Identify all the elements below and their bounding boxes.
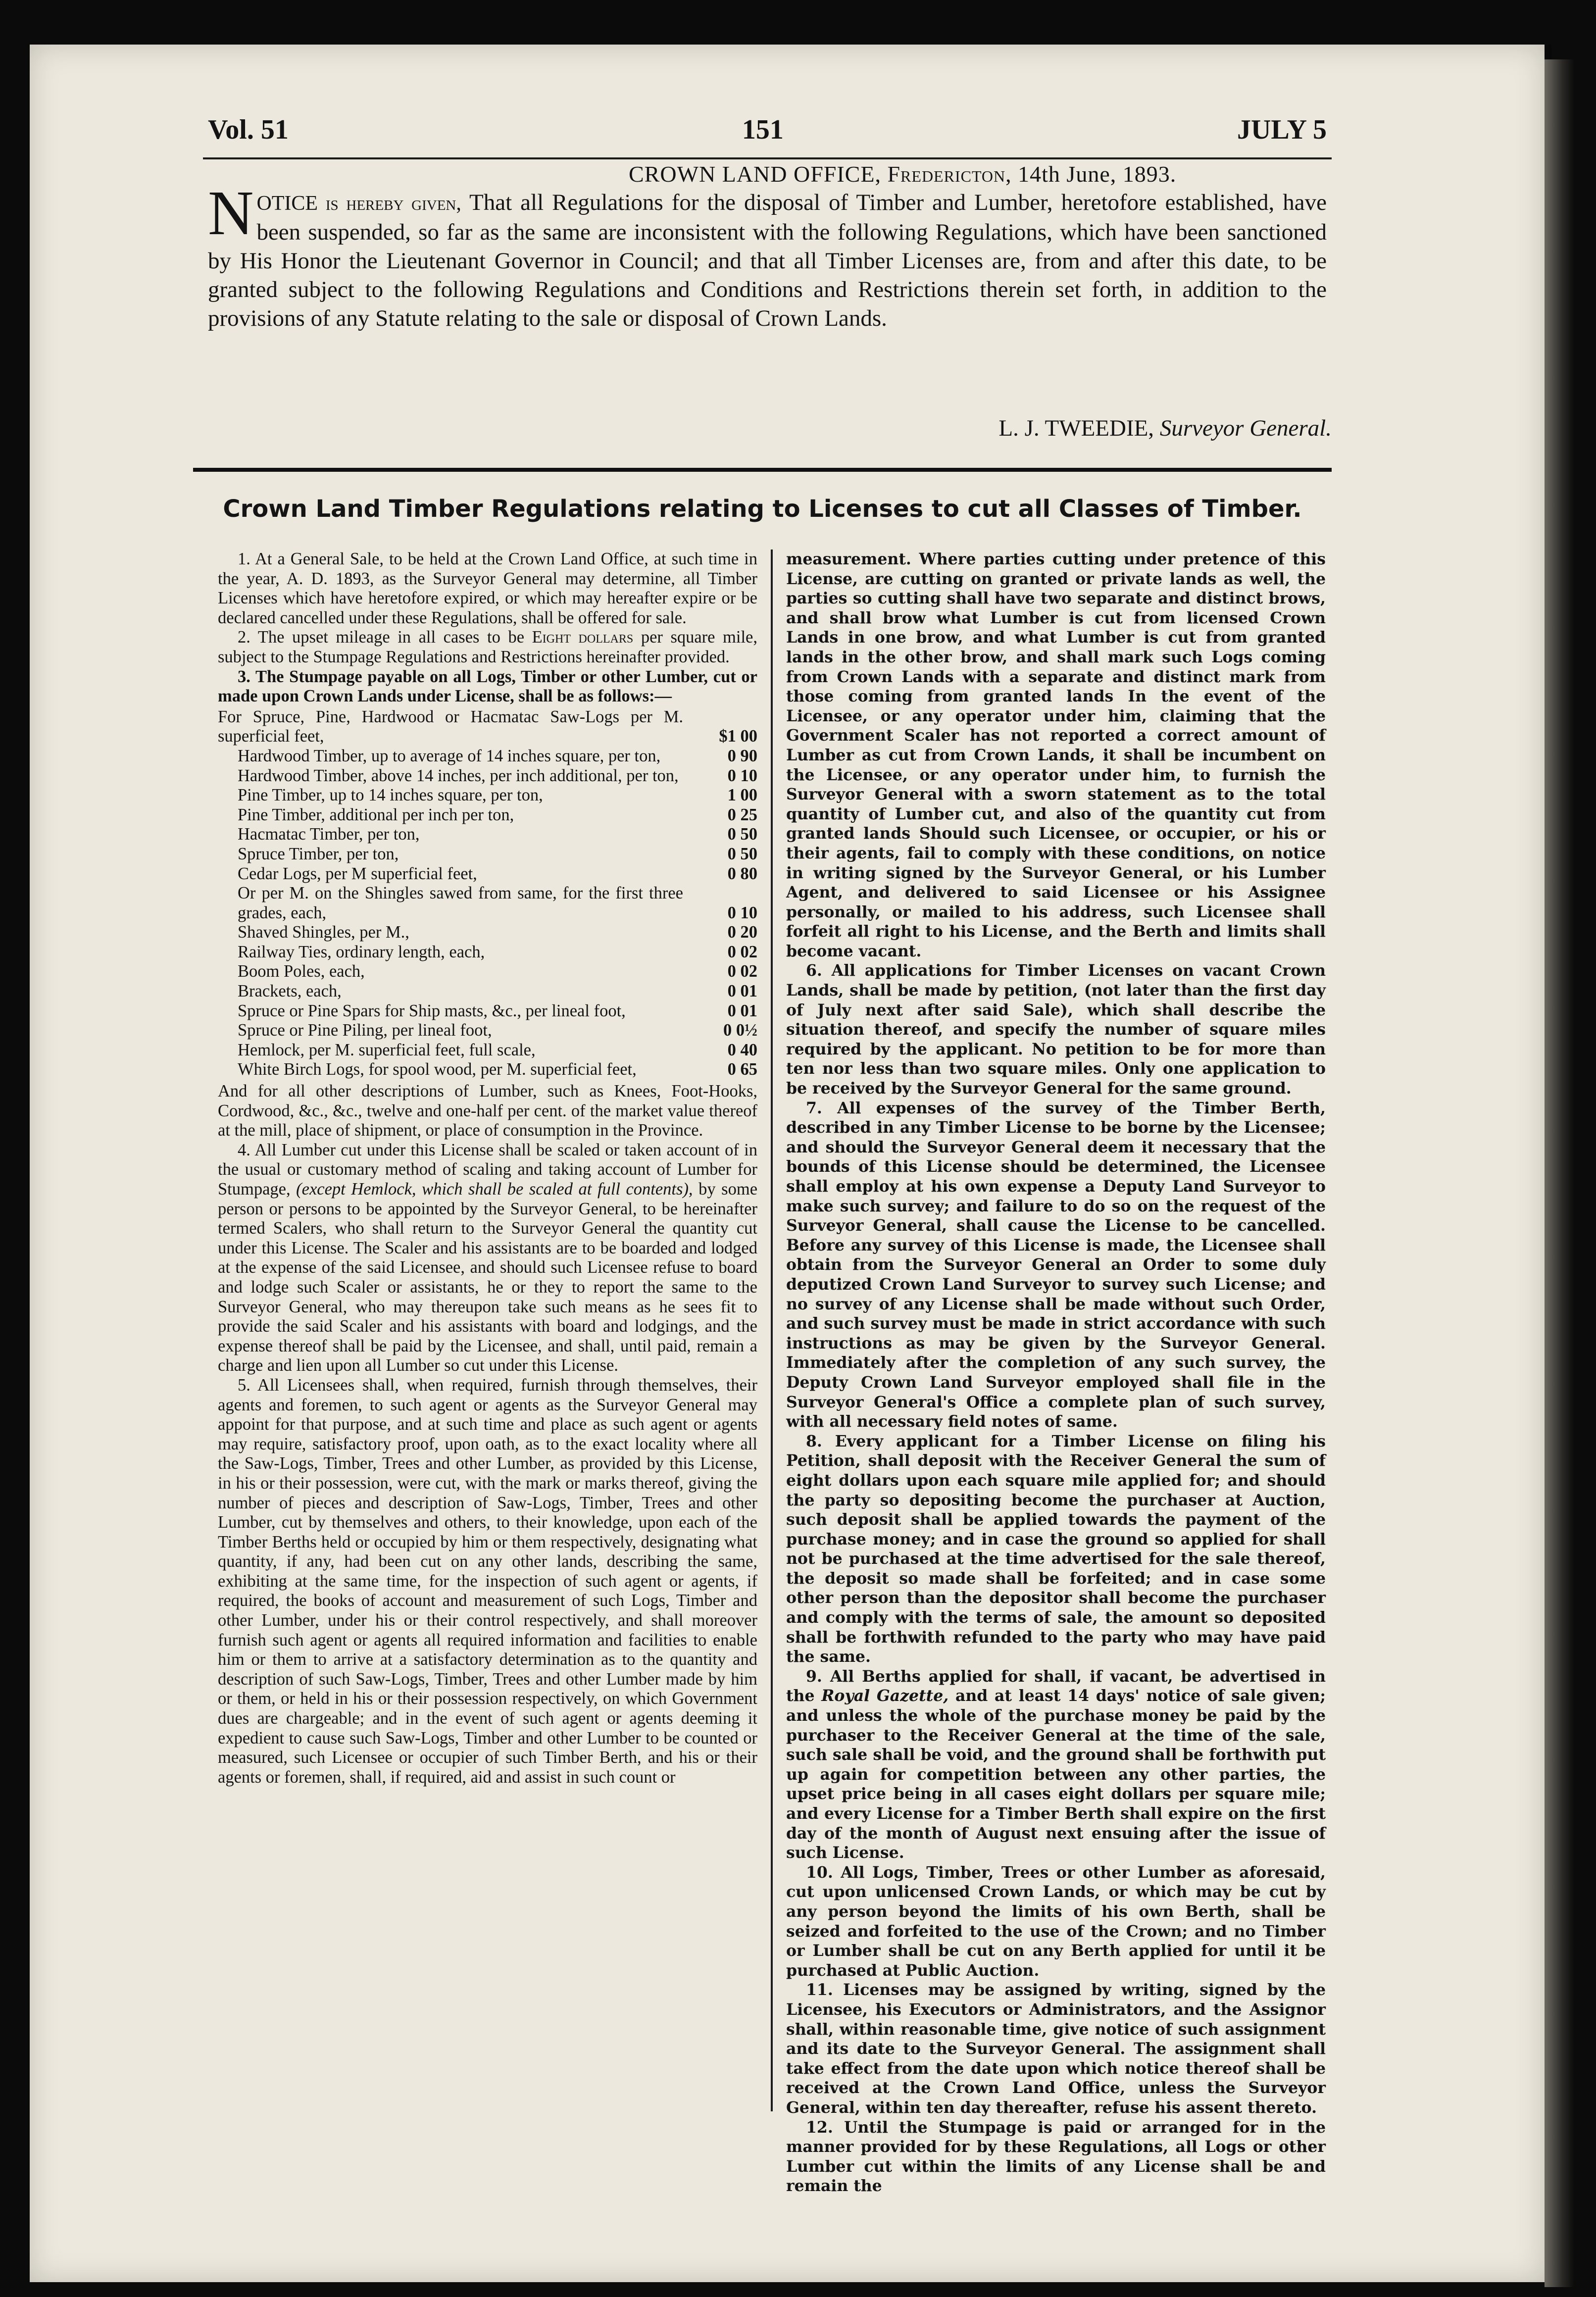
volume-number: Vol. 51 [208, 114, 289, 145]
regulation-2-amount: Eight dollars [532, 628, 634, 647]
rate-description: Hardwood Timber, above 14 inches, per inch additional, per ton, [238, 766, 679, 785]
rate-description: Hardwood Timber, up to average of 14 inches square, per ton, [238, 746, 661, 765]
rate-row [218, 1001, 757, 1021]
running-header [208, 114, 1327, 146]
rate-description: Pine Timber, up to 14 inches square, per ton, [238, 786, 543, 805]
regulation-11: 11. Licenses may be assigned by writing, signed by the Licensee, his Executors or Administrators, and the Assignor shall, within reasonable time, give notice of such assignment and its date to the Surveyor General. The assignment shall take effect from the date upon which notice thereof shall be received at the Crown Land Office, unless the Surveyor General, within ten day thereafter, refuse his assent thereto. [786, 1981, 1326, 2117]
regulation-9 [786, 1667, 1326, 1863]
rate-row [218, 923, 757, 943]
notice-paragraph [208, 178, 1327, 333]
regulation-3-tail: And for all other descriptions of Lumber, such as Knees, Foot-Hooks, Cordwood, &c., &c., twelve and one-half per cent. of the market value thereof at the mill, place of shipment, or place of consumption in the Province. [218, 1082, 757, 1140]
notice-lead: OTICE is hereby given, [256, 192, 461, 215]
rate-row [218, 707, 757, 747]
notice-text: That all Regulations for the disposal of Timber and Lumber, heretofore established, have been suspended, so far as the same are inconsistent with the following Regulations, which have been sanctioned by His Honor the Lieutenant Governor in Council; and that all Timber Licenses are, from and after this date, to be granted subject to the following Regulations and Conditions and Restrictions therein set forth, in addition to the provisions of any Statute relating to the sale or disposal of Crown Lands. [208, 190, 1327, 331]
rate-description: Spruce or Pine Piling, per lineal foot, [238, 1021, 492, 1040]
rate-amount: 0 20 [727, 923, 757, 942]
rate-description: Spruce Timber, per ton, [238, 844, 399, 863]
regulation-5: 5. All Licensees shall, when required, furnish through themselves, their agents and foremen, to such agent or agents as the Surveyor General may appoint for that purpose, and at such time and place as such agent or agents may require, satisfactory proof, upon oath, as to the exact locality where all the Saw-Logs, Timber, Trees and other Lumber, as provided by this License, in his or their possession, were cut, with the mark or marks thereof, giving the number of pieces and description of Saw-Logs, Timber, Trees and other Lumber, cut by themselves and others, to their knowledge, upon each of the Timber Berths held or occupied by him or them respectively, designating what quantity, if any, had been cut on any other lands, describing the same, exhibiting at the same time, for the inspection of such agent or agents, if required, the books of account and measurement of such Logs, Timber and other Lumber, under his or their control respectively, and shall moreover furnish such agent or agents all required information and facilities to enable him or them to arrive at a satisfactory determination as to the quantity and description of such Saw-Logs, Timber, Trees and other Lumber made by him or them, or held in his or their possession respectively, on which Government dues are chargeable; and in the event of such agent or agents deeming it expedient to cause such Saw-Logs, Timber and other Lumber to be counted or measured, such Licensee or occupier of such Timber Berth, and his or their agents or foremen, shall, if required, aid and assist in such count or [218, 1375, 757, 1787]
column-divider [771, 549, 773, 2111]
rate-description: Cedar Logs, per M superficial feet, [238, 864, 477, 883]
rate-amount: 0 10 [727, 903, 757, 922]
rate-description: White Birch Logs, for spool wood, per M. superficial feet, [238, 1060, 637, 1079]
royal-gazette: Royal Gazette, [821, 1687, 949, 1705]
regulation-5-continued: measurement. Where parties cutting under pretence of this License, are cutting on granted or private lands as well, the parties so cutting shall have two separate and distinct brows, and shall brow what Lumber is cut from licensed Crown Lands in one brow, and what Lumber is cut from granted lands in the other brow, and shall mark such Logs coming from Crown Lands with a separate and distinct mark from those coming from granted lands In the event of the Licensee, or any operator under him, claiming that the Government Scaler has not reported a correct amount of Lumber as cut from Crown Lands, it shall be incumbent on the Licensee, or any operator under him, to furnish the Surveyor General with a sworn statement as to the total quantity of Lumber cut, and also of the quantity cut from granted lands Should such Licensee, or occupier, or his or their agents, fail to comply with these conditions, on notice in writing signed by the Surveyor General, or his Lumber Agent, and delivered to said Licensee or his Assignee personally, or mailed to his address, such Licensee shall forfeit all right to his License, and the Berth and limits shall become vacant. [786, 550, 1326, 960]
rate-amount: 0 40 [727, 1040, 757, 1059]
rate-description: Boom Poles, each, [238, 962, 365, 981]
rate-row [218, 805, 757, 825]
rate-description: Or per M. on the Shingles sawed from same, for the first three grades, each, [238, 884, 683, 922]
left-column [218, 549, 757, 1787]
page-number: 151 [742, 114, 784, 145]
rate-amount: 0 01 [727, 1001, 757, 1020]
regulation-10: 10. All Logs, Timber, Trees or other Lumber as aforesaid, cut upon unlicensed Crown Lands, or which may be cut by any person beyond the limits of his own Berth, shall be seized and forfeited to the use of the Crown; and no Timber or Lumber shall be cut on any Berth applied for until it be purchased at Public Auction. [786, 1863, 1326, 1980]
rate-row [218, 766, 757, 786]
regulation-9-text-b: and at least 14 days' notice of sale given; and unless the whole of the purchase money be paid by the purchaser to the Receiver General at the time of the sale, such sale shall be void, and the ground shall be forthwith put up again for competition between any other parties, the upset price being in all cases eight dollars per square mile; and every License for a Timber Berth shall expire on the first day of the month of August next ensuing after the issue of such License. [786, 1687, 1326, 1862]
rate-amount: 0 80 [727, 864, 757, 883]
rate-row [218, 864, 757, 884]
regulation-6: 6. All applications for Timber Licenses on vacant Crown Lands, shall be made by petition, (not later than the first day of July next after said Sale), which shall describe the situation thereof, and specify the number of square miles required by the applicant. No petition to be for more than ten nor less than two square miles. Only one application to be received by the Surveyor General for the same ground. [786, 961, 1326, 1098]
rate-amount: 0 0½ [723, 1021, 757, 1040]
signature-name: L. J. TWEEDIE, [998, 415, 1154, 441]
rate-row [218, 1021, 757, 1041]
rate-row [218, 982, 757, 1001]
rate-row [218, 962, 757, 982]
regulation-4-text-a: 4. All Lumber cut under this License shall be scaled or taken account of in the usual or customary method of scaling and taking account of Lumber for Stumpage, [218, 1140, 757, 1198]
regulation-4-text-b: by some person or persons to be appointed by the Surveyor General, to be hereinafter termed Scalers, who shall return to the Surveyor General the quantity cut under this License. The Scaler and his assistants are to be boarded and lodged at the expense of the said Licensee, and should such Licensee refuse to board and lodge such Scaler or assistants, he or they to report the same to the Surveyor General, who may thereupon take such means as he sees fit to provide the said Scaler and his assistants with board and lodgings, and the expense thereof shall be paid by the Licensee, and shall, until paid, remain a charge and lien upon all Lumber so cut under this License. [218, 1180, 758, 1375]
rate-description: Brackets, each, [238, 982, 342, 1001]
notice-signature [886, 415, 1332, 442]
rate-description: Spruce or Pine Spars for Ship masts, &c., per lineal foot, [238, 1001, 626, 1020]
drop-cap: N [208, 178, 254, 248]
regulation-8: 8. Every applicant for a Timber License on filing his Petition, shall deposit with the Receiver General the sum of eight dollars upon each square mile applied for; and should the party so depositing become the purchaser at Auction, such deposit shall be applied towards the payment of the purchase money; and in case the ground so applied for shall not be purchased at the time advertised for the sale thereof, the deposit so made shall be forfeited; and in case some other person than the depositor shall become the purchaser and comply with the terms of sale, the amount so deposited shall be forthwith refunded to the party who may have paid the same. [786, 1432, 1326, 1666]
rate-amount: 0 02 [727, 942, 757, 961]
rate-row [218, 943, 757, 962]
regulation-2-text-a: 2. The upset mileage in all cases to be [238, 628, 525, 647]
header-rule [203, 157, 1332, 159]
right-column [786, 549, 1326, 2196]
rate-amount: 0 01 [727, 982, 757, 1001]
dateline-place: Fredericton, [887, 161, 1012, 187]
dateline-office: CROWN LAND OFFICE, [629, 161, 881, 187]
rate-amount: 1 00 [727, 786, 757, 805]
notice-dateline [629, 161, 1322, 187]
regulation-1: 1. At a General Sale, to be held at the Crown Land Office, at such time in the year, A. D. 1893, as the Surveyor General may determine, all Timber Licenses which have heretofore expired, or which may hereafter expire or be declared cancelled under these Regulations, shall be offered for sale. [218, 549, 757, 627]
section-title: Crown Land Timber Regulations relating to Licenses to cut all Classes of Timber. [223, 495, 1302, 523]
regulation-9-text-a: 9. All Berths applied for shall, if vacant, be advertised in the [786, 1667, 1326, 1705]
regulation-2 [218, 628, 757, 667]
regulation-3: 3. The Stumpage payable on all Logs, Timber or other Lumber, cut or made upon Crown Lands under License, shall be as follows:— [218, 667, 757, 706]
rate-amount: 0 10 [727, 766, 757, 785]
rate-amount: 0 65 [727, 1060, 757, 1079]
rate-amount: $1 00 [719, 727, 757, 746]
rate-description: For Spruce, Pine, Hardwood or Hacmatac Saw-Logs per M. superficial feet, [218, 707, 683, 746]
regulation-4 [218, 1141, 757, 1376]
regulation-12: 12. Until the Stumpage is paid or arranged for in the manner provided for by these Regulations, all Logs or other Lumber cut within the limits of any License shall be and remain the [786, 2118, 1326, 2196]
rate-row [218, 1041, 757, 1060]
rate-description: Hemlock, per M. superficial feet, full scale, [238, 1040, 536, 1059]
rate-description: Railway Ties, ordinary length, each, [238, 942, 485, 961]
rate-description: Hacmatac Timber, per ton, [238, 825, 420, 844]
rate-row [218, 825, 757, 845]
rate-amount: 0 50 [727, 825, 757, 844]
rate-amount: 0 02 [727, 962, 757, 981]
regulation-2-text-b: per square mile, subject to the Stumpage Regulations and Restrictions hereinafter provided. [218, 628, 757, 666]
rate-row [218, 1060, 757, 1080]
rate-row [218, 786, 757, 805]
signature-title: Surveyor General. [1159, 415, 1332, 441]
rate-description: Pine Timber, additional per inch per ton, [238, 805, 514, 824]
regulation-4-exception: (except Hemlock, which shall be scaled at full contents), [296, 1180, 693, 1198]
regulation-7: 7. All expenses of the survey of the Timber Berth, described in any Timber License to be borne by the Licensee; and should the Surveyor General deem it necessary that the bounds of this License should be determined, the Licensee shall employ at his own expense a Deputy Land Surveyor to make such survey; and failure to do so on the request of the Surveyor General, shall cause the License to be cancelled. Before any survey of this License is made, the Licensee shall obtain from the Surveyor General an Order to some duly deputized Crown Land Surveyor to survey such License; and no survey of any License shall be made without such Order, and such survey must be made in strict accordance with such instructions as may be given by the Surveyor General. Immediately after the completion of any such survey, the Deputy Crown Land Surveyor employed shall file in the Surveyor General's Office a complete plan of such survey, with all necessary field notes of same. [786, 1099, 1326, 1431]
rate-amount: 0 50 [727, 844, 757, 863]
rate-row [218, 845, 757, 864]
dateline-date: 14th June, 1893. [1018, 161, 1177, 187]
rate-amount: 0 90 [727, 746, 757, 765]
rate-amount: 0 25 [727, 805, 757, 824]
section-rule [193, 468, 1332, 472]
stumpage-rate-table [218, 707, 757, 1080]
rate-row [218, 747, 757, 766]
rate-description: Shaved Shingles, per M., [238, 923, 409, 942]
issue-date: JULY 5 [1237, 114, 1327, 145]
page-stack-edge [1545, 59, 1574, 2287]
rate-row [218, 884, 757, 923]
